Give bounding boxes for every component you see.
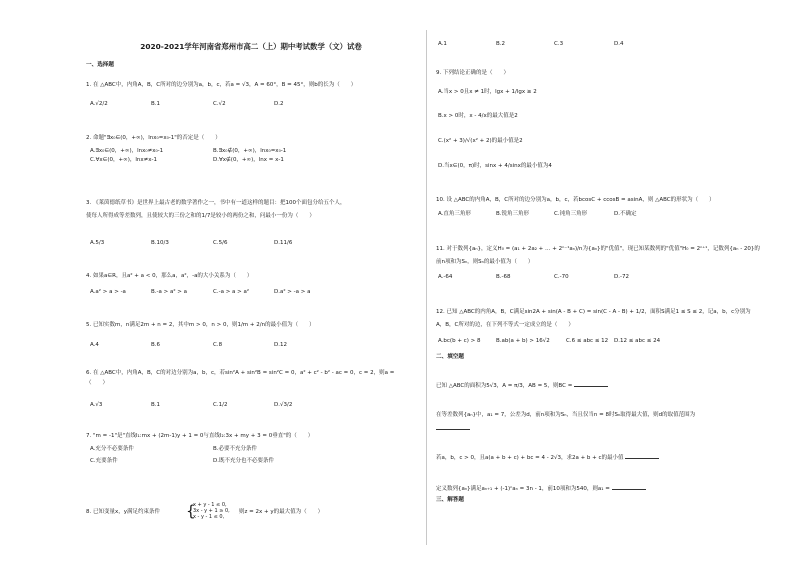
q12-option-c[interactable]: C.6 ≤ abc ≤ 12 bbox=[566, 338, 609, 344]
q8-option-c[interactable]: C.3 bbox=[554, 41, 564, 47]
q11-option-a[interactable]: A.-64 bbox=[438, 274, 453, 280]
q2-options-row2 bbox=[86, 157, 416, 164]
q6-option-d[interactable]: D.√3/2 bbox=[274, 402, 293, 408]
q12-options bbox=[436, 338, 766, 345]
q11-options bbox=[436, 274, 766, 281]
q1-option-a[interactable]: A.√2/2 bbox=[90, 101, 108, 107]
left-column bbox=[86, 0, 416, 562]
q1-stem: 1. 在 △ABC中，内角A，B，C所对的边分别为a，b，c，若a = √3，A = 60°，B = 45°，则b的长为（ ） bbox=[86, 82, 357, 88]
q5-stem: 5. 已知实数m，n满足2m + n = 2，其中m > 0，n > 0，则1/m + 2/n的最小值为（ ） bbox=[86, 322, 315, 328]
q5-options bbox=[86, 342, 416, 349]
section-choice-heading: 一、选择题 bbox=[86, 62, 114, 68]
q3-option-c[interactable]: C.5/6 bbox=[213, 240, 228, 246]
q5-option-c[interactable]: C.8 bbox=[213, 342, 223, 348]
q3-option-b[interactable]: B.10/3 bbox=[151, 240, 169, 246]
q4-option-c[interactable]: C.-a > a > a² bbox=[213, 289, 250, 295]
q11-option-d[interactable]: D.-72 bbox=[614, 274, 629, 280]
q8-stem-post: 则z = 2x + y的最大值为（ ） bbox=[239, 509, 324, 515]
fill-15-blank[interactable] bbox=[625, 453, 659, 459]
exam-title: 2020-2021学年河南省郑州市高二（上）期中考试数学（文）试卷 bbox=[140, 42, 362, 51]
q8-options bbox=[436, 41, 766, 48]
q8-stem-pre: 8. 已知变量x，y满足约束条件 bbox=[86, 509, 161, 515]
fill-16-blank[interactable] bbox=[612, 484, 646, 490]
q6-option-a[interactable]: A.√3 bbox=[90, 402, 103, 408]
fill-16 bbox=[436, 484, 646, 493]
q2-option-c[interactable]: C.∀x∈(0，+∞)，lnx≠x-1 bbox=[90, 157, 157, 163]
q8-constraint-2: 3x - y + 1 ≥ 0, bbox=[193, 508, 230, 514]
q12-stem-line1: 12. 已知 △ABC的内角A，B，C满足sin2A + sin(A - B + C) = sin(C - A - B) + 1/2，面积S满足1 ≤ S ≤ 2，记a，b，c分别为 bbox=[436, 309, 751, 315]
q8-option-a[interactable]: A.1 bbox=[438, 41, 447, 47]
q9-stem: 9. 下列结论正确的是（ ） bbox=[436, 70, 509, 76]
column-divider bbox=[426, 30, 427, 545]
q3-option-a[interactable]: A.5/3 bbox=[90, 240, 105, 246]
q4-option-a[interactable]: A.a² > a > -a bbox=[90, 289, 126, 295]
fill-13-text: 已知 △ABC的面积为5√3，A = π/3，AB = 5，则BC = bbox=[436, 383, 573, 389]
q4-option-b[interactable]: B.-a > a² > a bbox=[151, 289, 188, 295]
q10-option-c[interactable]: C.钝角三角形 bbox=[554, 211, 588, 217]
q3-stem-line2: 使每人所得成等差数列，且使较大的三份之和的1/7是较小的两份之和，问最小一份为（ ） bbox=[86, 213, 315, 219]
q9-option-c[interactable]: C.(x² + 3)/√(x² + 2)的最小值是2 bbox=[438, 138, 523, 144]
q7-stem: 7. "m = -1"是"直线l₁:mx + (2m-1)y + 1 = 0与直线l₂:3x + my + 3 = 0垂直"的（ ） bbox=[86, 433, 314, 439]
fill-15 bbox=[436, 453, 659, 462]
fill-16-text: 定义数列{aₙ}满足aₙ₊₁ + (-1)ⁿaₙ = 3n - 1，前10项和为540，则a₁ = bbox=[436, 486, 610, 492]
q12-option-a[interactable]: A.bc(b + c) > 8 bbox=[438, 338, 481, 344]
q4-options bbox=[86, 289, 416, 296]
q11-option-c[interactable]: C.-70 bbox=[554, 274, 569, 280]
q4-option-d[interactable]: D.a² > -a > a bbox=[274, 289, 311, 295]
fill-14-blank[interactable] bbox=[436, 424, 470, 430]
q10-options bbox=[436, 211, 766, 218]
q6-option-c[interactable]: C.1/2 bbox=[213, 402, 228, 408]
q12-option-b[interactable]: B.ab(a + b) > 16√2 bbox=[496, 338, 550, 344]
q12-stem-line2: A，B，C所对的边，在下列不等式一定成立的是（ ） bbox=[436, 322, 574, 328]
q6-stem-line1: 6. 在 △ABC中，内角A，B，C的对边分别为a，b，c，若sin²A + sin²B = sin²C = 0，a² + c² - b² - ac = 0，c = 2，则a = bbox=[86, 370, 395, 376]
q2-option-a[interactable]: A.∃x₀∈(0，+∞)，lnx₀≠x₀-1 bbox=[90, 148, 164, 154]
fill-13-blank[interactable] bbox=[574, 381, 608, 387]
fill-15-text: 若a，b，c > 0，且a(a + b + c) + bc = 4 - 2√3，求2a + b + c的最小值 bbox=[436, 455, 624, 461]
q6-option-b[interactable]: B.1 bbox=[151, 402, 161, 408]
q8-constraint-1: x + y - 1 ≤ 0, bbox=[193, 502, 227, 508]
q2-options-row1 bbox=[86, 148, 416, 155]
q7-option-d[interactable]: D.既不充分也不必要条件 bbox=[213, 458, 274, 464]
q8-brace: { bbox=[186, 502, 196, 520]
q10-option-b[interactable]: B.锐角三角形 bbox=[496, 211, 530, 217]
q6-options bbox=[86, 402, 416, 409]
fill-14-line1: 在等差数列{aₙ}中，a₁ = 7，公差为d，前n项和为Sₙ，当且仅当n = 8时Sₙ取得最大值，则d的取值范围为 bbox=[436, 412, 696, 418]
q8-constraint-3: x - y - 1 ≤ 0, bbox=[193, 514, 225, 520]
q7-options-row1 bbox=[86, 446, 416, 453]
fill-14-line2 bbox=[436, 424, 470, 433]
q9-option-a[interactable]: A.当x > 0且x ≠ 1时，lgx + 1/lgx ≥ 2 bbox=[438, 89, 537, 95]
q5-option-d[interactable]: D.12 bbox=[274, 342, 287, 348]
q7-options-row2 bbox=[86, 458, 416, 465]
q8-option-b[interactable]: B.2 bbox=[496, 41, 506, 47]
q6-stem-line2: （ ） bbox=[86, 380, 109, 386]
q10-stem: 10. 设 △ABC的内角A，B，C所对的边分别为a，b，c，若bcosC + ccosB = asinA，则 △ABC的形状为（ ） bbox=[436, 197, 715, 203]
q3-options bbox=[86, 240, 416, 247]
q5-option-b[interactable]: B.6 bbox=[151, 342, 161, 348]
q1-option-b[interactable]: B.1 bbox=[151, 101, 161, 107]
section-answer-heading: 三、解答题 bbox=[436, 497, 464, 503]
q7-option-c[interactable]: C.充要条件 bbox=[90, 458, 118, 464]
q10-option-a[interactable]: A.直角三角形 bbox=[438, 211, 471, 217]
q8-option-d[interactable]: D.4 bbox=[614, 41, 624, 47]
q11-option-b[interactable]: B.-68 bbox=[496, 274, 511, 280]
q9-option-d[interactable]: D.当x∈(0，π)时，sinx + 4/sinx的最小值为4 bbox=[438, 163, 552, 169]
fill-13 bbox=[436, 381, 608, 390]
q1-option-c[interactable]: C.√2 bbox=[213, 101, 226, 107]
q2-stem: 2. 命题"∃x₀∈(0，+∞)，lnx₀=x₀-1"的否定是（ ） bbox=[86, 135, 221, 141]
q2-option-b[interactable]: B.∃x₀∉(0，+∞)，lnx₀=x₀-1 bbox=[213, 148, 287, 154]
q4-stem: 4. 如果a∈R，且a² + a < 0，那么a，a²，-a的大小关系为（ ） bbox=[86, 273, 253, 279]
q9-option-b[interactable]: B.x > 0时，x - 4/x的最大值是2 bbox=[438, 113, 518, 119]
q12-option-d[interactable]: D.12 ≤ abc ≤ 24 bbox=[614, 338, 661, 344]
q3-stem-line1: 3. 《莱茵德纸草书》是世界上最古老的数学著作之一，书中有一道这样的题目：把100个面包分给五个人， bbox=[86, 200, 346, 206]
right-column bbox=[436, 0, 766, 562]
q3-option-d[interactable]: D.11/6 bbox=[274, 240, 293, 246]
q11-stem-line1: 11. 对于数列{aₙ}，定义H₀ = (a₁ + 2a₂ + … + 2ⁿ⁻¹aₙ)/n为{aₙ}的"优值"，现已知某数列的"优值"H₀ = 2ⁿ⁺¹，记数列{aₙ - 20}的 bbox=[436, 246, 760, 252]
section-fill-heading: 二、填空题 bbox=[436, 354, 464, 360]
q7-option-b[interactable]: B.必要不充分条件 bbox=[213, 446, 258, 452]
q10-option-d[interactable]: D.不确定 bbox=[614, 211, 637, 217]
q11-stem-line2: 前n项和为Sₙ，则Sₙ的最小值为（ ） bbox=[436, 259, 534, 265]
q2-option-d[interactable]: D.∀x∉(0，+∞)，lnx = x-1 bbox=[213, 157, 284, 163]
q1-option-d[interactable]: D.2 bbox=[274, 101, 284, 107]
q5-option-a[interactable]: A.4 bbox=[90, 342, 99, 348]
q1-options bbox=[86, 101, 416, 108]
q7-option-a[interactable]: A.充分不必要条件 bbox=[90, 446, 134, 452]
